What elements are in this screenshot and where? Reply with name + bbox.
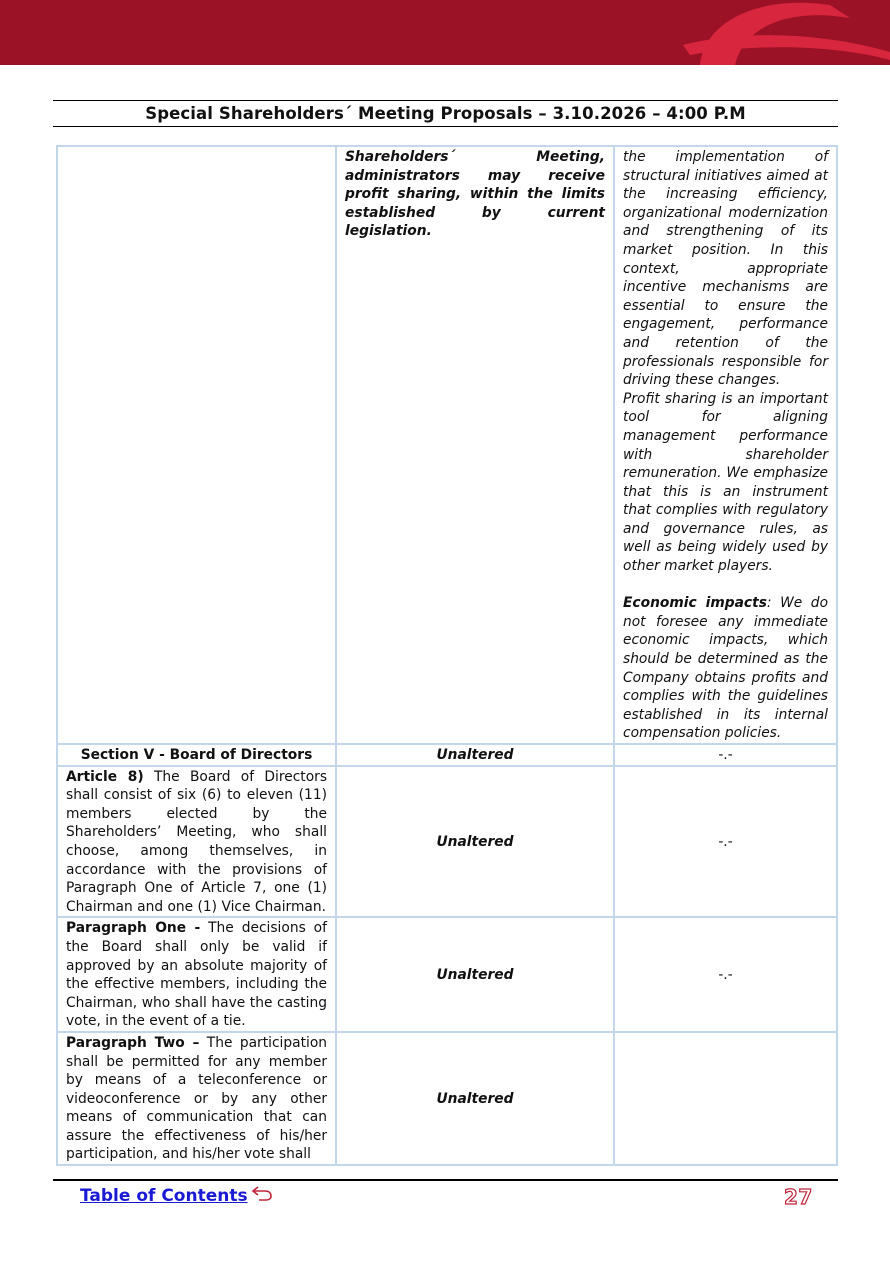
justification-cell: -.- bbox=[614, 917, 837, 1032]
header-rule-bottom bbox=[53, 126, 838, 127]
justification-paragraph: the implementation of structural initiatives aimed at the increasing efficiency, organizational modernization and strengthening of its market position. In this context, appropriate incentive mechanisms are essential to ensure the engagement, performance and retention of the professionals responsible for driving these changes. bbox=[623, 149, 828, 389]
toc-label: Table of Contents bbox=[80, 1186, 248, 1206]
header-rule-top bbox=[53, 100, 838, 101]
proposed-text-cell: Unaltered bbox=[336, 744, 614, 766]
paragraph-label: Paragraph Two – bbox=[66, 1034, 200, 1051]
economic-impacts-text: : We do not foresee any immediate economic impacts, which should be determined as the Company obtains profits and complies with the guidelines established in its internal compensation policies. bbox=[623, 595, 829, 742]
brand-swoosh-logo bbox=[0, 0, 890, 65]
table-row bbox=[57, 1032, 837, 1165]
paragraph-text: The decisions of the Board shall only be valid if approved by an absolute majority of the effective members, including the Chairman, who shall have the casting vote, in the event of a tie. bbox=[66, 920, 327, 1030]
top-banner bbox=[0, 0, 890, 65]
economic-impacts-label: Economic impacts bbox=[623, 595, 767, 612]
table-row bbox=[57, 917, 837, 1032]
table-of-contents-link[interactable] bbox=[80, 1186, 273, 1206]
justification-cell bbox=[614, 146, 837, 744]
section-heading: Section V - Board of Directors bbox=[57, 744, 336, 766]
footer-rule bbox=[53, 1179, 838, 1181]
proposed-text-cell: Unaltered bbox=[336, 1032, 614, 1165]
current-text-cell bbox=[57, 146, 336, 744]
page-number: 27 bbox=[784, 1185, 813, 1209]
proposals-table bbox=[56, 145, 838, 1166]
current-text-cell bbox=[57, 766, 336, 918]
article-text: The Board of Directors shall consist of six (6) to eleven (11) members elected by the Shareholders’ Meeting, who shall choose, among themselves, in accordance with the provisions of Paragraph One of Article 7, one (1) Chairman and one (1) Vice Chairman. bbox=[66, 768, 328, 915]
justification-cell bbox=[614, 1032, 837, 1165]
justification-cell: -.- bbox=[614, 766, 837, 918]
current-text-cell bbox=[57, 1032, 336, 1165]
paragraph-label: Paragraph One - bbox=[66, 920, 201, 937]
justification-paragraph: Profit sharing is an important tool for aligning management performance with shareholder remuneration. We emphasize that this is an instrument that complies with regulatory and governance rules, as well as being widely used by other market players. bbox=[623, 390, 828, 575]
proposed-text-cell: Unaltered bbox=[336, 917, 614, 1032]
return-arrow-icon bbox=[251, 1184, 273, 1202]
proposed-text-cell: Shareholders´ Meeting, administrators may receive profit sharing, within the limits established by current legislation. bbox=[336, 146, 614, 744]
table-row bbox=[57, 744, 837, 766]
article-label: Article 8) bbox=[66, 768, 144, 785]
current-text-cell bbox=[57, 917, 336, 1032]
justification-cell: -.- bbox=[614, 744, 837, 766]
page-title: Special Shareholders´ Meeting Proposals – 3.10.2026 – 4:00 P.M bbox=[145, 104, 746, 123]
proposed-text-cell: Unaltered bbox=[336, 766, 614, 918]
table-row bbox=[57, 146, 837, 744]
paragraph-text: The participation shall be permitted for any member by means of a teleconference or videoconference or by any other means of communication that can assure the effectiveness of his/her participation, and his/her vote shall bbox=[66, 1034, 328, 1163]
table-row bbox=[57, 766, 837, 918]
